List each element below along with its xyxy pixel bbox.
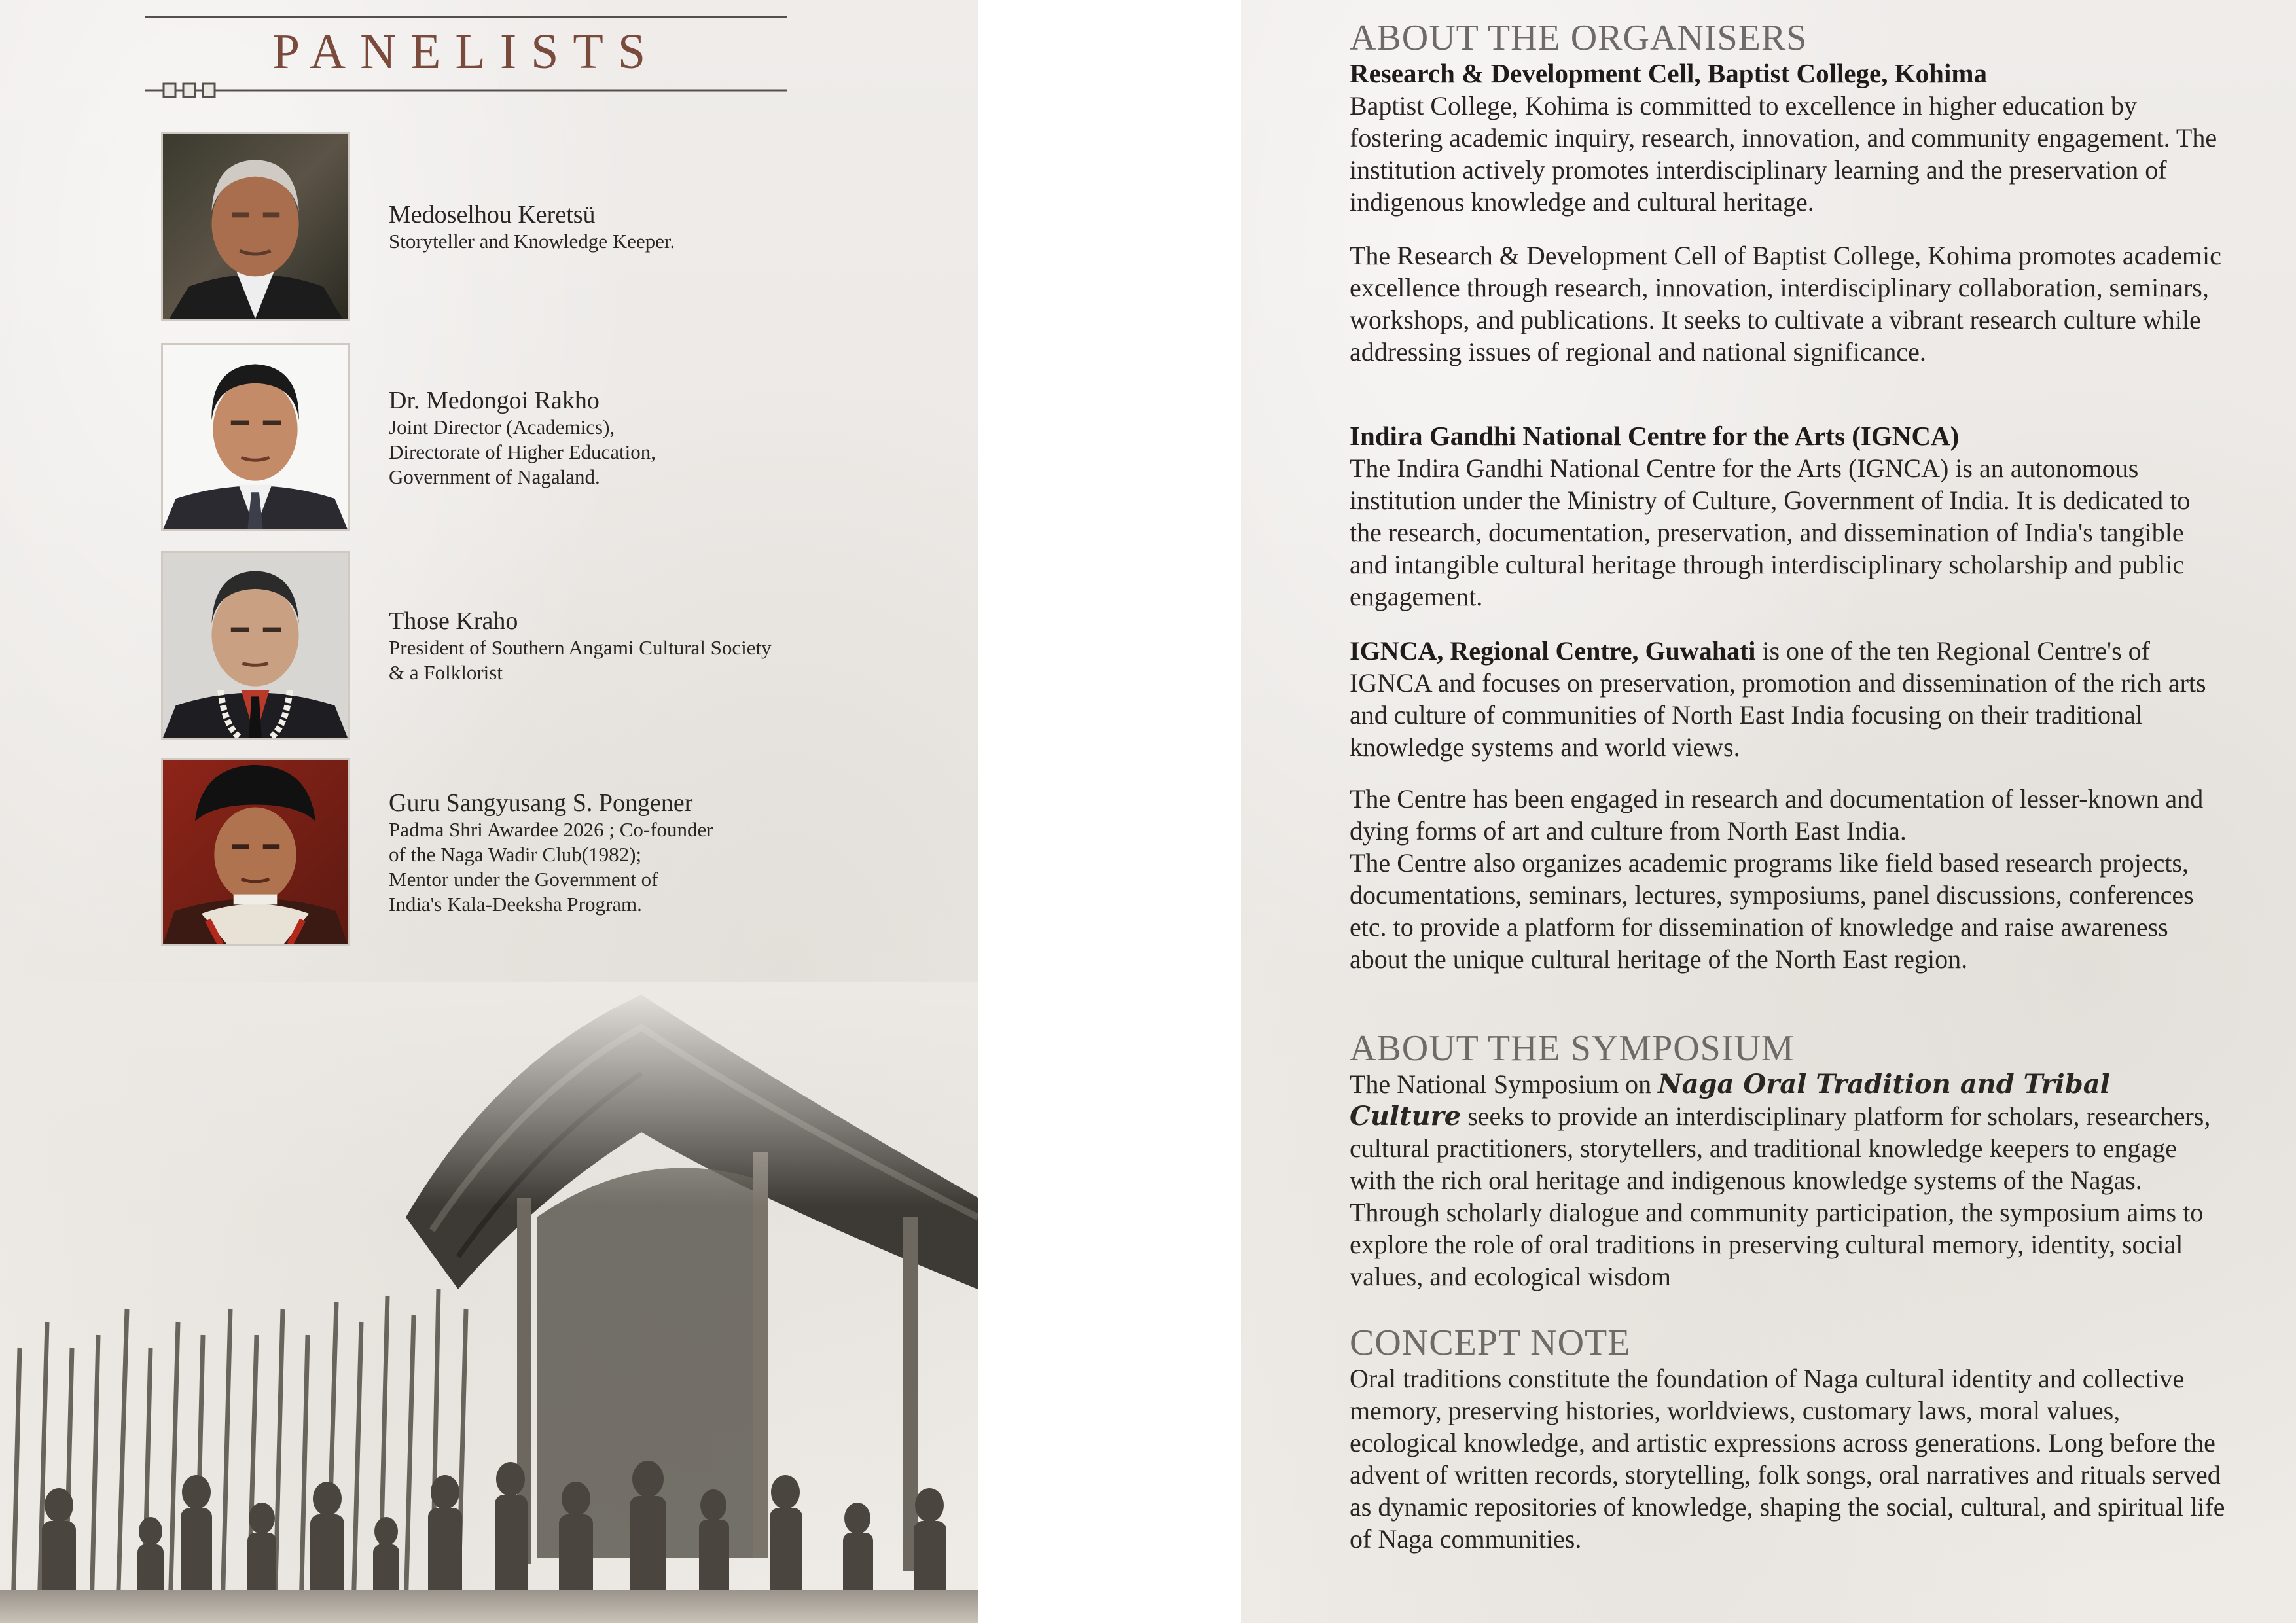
concept-note-section bbox=[1350, 1323, 2227, 1555]
page-gutter bbox=[978, 0, 1241, 1623]
centre-activities-section bbox=[1350, 783, 2227, 975]
concept-heading: CONCEPT NOTE bbox=[1350, 1323, 1631, 1363]
centre-paragraph: The Centre has been engaged in research and documentation of lesser-known and dying forms of art and culture from North East India. bbox=[1350, 784, 2204, 846]
regional-centre-section bbox=[1350, 635, 2227, 763]
ignca-section bbox=[1350, 420, 2227, 613]
regional-centre-name: IGNCA, Regional Centre, Guwahati bbox=[1350, 636, 1756, 666]
organisers-section bbox=[1350, 18, 2227, 218]
rdc-paragraph: The Research & Development Cell of Baptist College, Kohima promotes academic excellence through research, innovation, interdisciplinary collaboration, seminars, workshops, and publications. It seeks to cultivate a vibrant research culture while addressing issues of regional and national significance. bbox=[1350, 241, 2221, 366]
regional-paragraph bbox=[1350, 635, 2227, 763]
panelist-card bbox=[161, 551, 946, 741]
panelist-role: Padma Shri Awardee 2026 ; Co-founder of the Naga Wadir Club(1982); Mentor under the Government of India's Kala-Deeksha Program. bbox=[389, 818, 713, 916]
organisers-heading: ABOUT THE ORGANISERS bbox=[1350, 18, 1808, 58]
top-rule bbox=[145, 16, 787, 18]
panelist-name: Those Kraho bbox=[389, 607, 518, 635]
symposium-text: seeks to provide an interdisciplinary platform for scholars, researchers, cultural practitioners, storytellers, and traditional knowledge keepers to engage with the rich oral heritage and indigenous knowledge systems of the Nagas. Through scholarly dialogue and community participation, the symposium aims to explore the role of oral traditions in preserving cultural memory, identity, social values, and ecological wisdom bbox=[1350, 1101, 2211, 1291]
panelist-name: Guru Sangyusang S. Pongener bbox=[389, 789, 693, 817]
ignca-paragraph: The Indira Gandhi National Centre for the Arts (IGNCA) is an autonomous institution under the Ministry of Culture, Government of India. It is dedicated to the research, documentation, preservation, and dissemination of India's tangible and intangible cultural heritage through interdisciplinary scholarship and public engagement. bbox=[1350, 454, 2191, 611]
panelist-role: Storyteller and Knowledge Keeper. bbox=[389, 230, 675, 253]
centre-paragraph: The Centre also organizes academic programs like field based research projects, documentations, seminars, lectures, symposiums, panel discussions, conferences etc. to provide a platform for dissemination of knowledge and raise awareness about the unique cultural heritage of the North East region. bbox=[1350, 848, 2194, 974]
regional-text: is one of the ten Regional Centre's of IGNCA and focuses on preservation, promotion and dissemination of the rich arts and culture of communities of North East India focusing on their traditional knowledge systems and world views. bbox=[1350, 636, 2206, 762]
organisers-page bbox=[1241, 0, 2296, 1623]
concept-paragraph: Oral traditions constitute the foundation of Naga cultural identity and collective memory, preserving histories, worldviews, customary laws, moral values, ecological knowledge, and artistic expressions across generations. Long before the advent of written records, storytelling, folk songs, oral narratives and rituals served as dynamic repositories of knowledge, shaping the social, cultural, and spiritual life of Naga communities. bbox=[1350, 1364, 2225, 1554]
panelist-name: Medoselhou Keretsü bbox=[389, 201, 596, 228]
panelist-card bbox=[161, 758, 946, 948]
panelist-card bbox=[161, 343, 946, 533]
panelist-photo bbox=[161, 758, 350, 946]
panelist-photo bbox=[161, 551, 350, 740]
symposium-paragraph bbox=[1350, 1068, 2227, 1293]
panelist-photo bbox=[161, 343, 350, 531]
panelists-page bbox=[0, 0, 978, 1623]
symposium-heading: ABOUT THE SYMPOSIUM bbox=[1350, 1028, 1795, 1069]
rdc-paragraph: Baptist College, Kohima is committed to excellence in higher education by fostering academic inquiry, research, innovation, and community engagement. The institution actively promotes interdisciplinary learning and the preservation of indigenous knowledge and cultural heritage. bbox=[1350, 91, 2217, 217]
panelist-role: Joint Director (Academics), Directorate of Higher Education, Government of Nagaland. bbox=[389, 416, 656, 488]
village-hut-photo bbox=[0, 982, 978, 1623]
symposium-intro: The National Symposium on bbox=[1350, 1069, 1659, 1099]
panelist-name: Dr. Medongoi Rakho bbox=[389, 387, 600, 414]
panelist-photo bbox=[161, 132, 350, 321]
panelist-card bbox=[161, 132, 946, 322]
page-title: PANELISTS bbox=[272, 24, 660, 79]
rdc-section-2 bbox=[1350, 240, 2227, 368]
ornament-divider bbox=[145, 81, 787, 99]
symposium-title: Naga Oral Tradition and Tribal Culture bbox=[1350, 1069, 2110, 1132]
ignca-heading: Indira Gandhi National Centre for the Arts (IGNCA) bbox=[1350, 421, 1960, 451]
panelist-role: President of Southern Angami Cultural Society & a Folklorist bbox=[389, 636, 772, 684]
symposium-section bbox=[1350, 1029, 2227, 1293]
rdc-heading: Research & Development Cell, Baptist College, Kohima bbox=[1350, 58, 1987, 88]
